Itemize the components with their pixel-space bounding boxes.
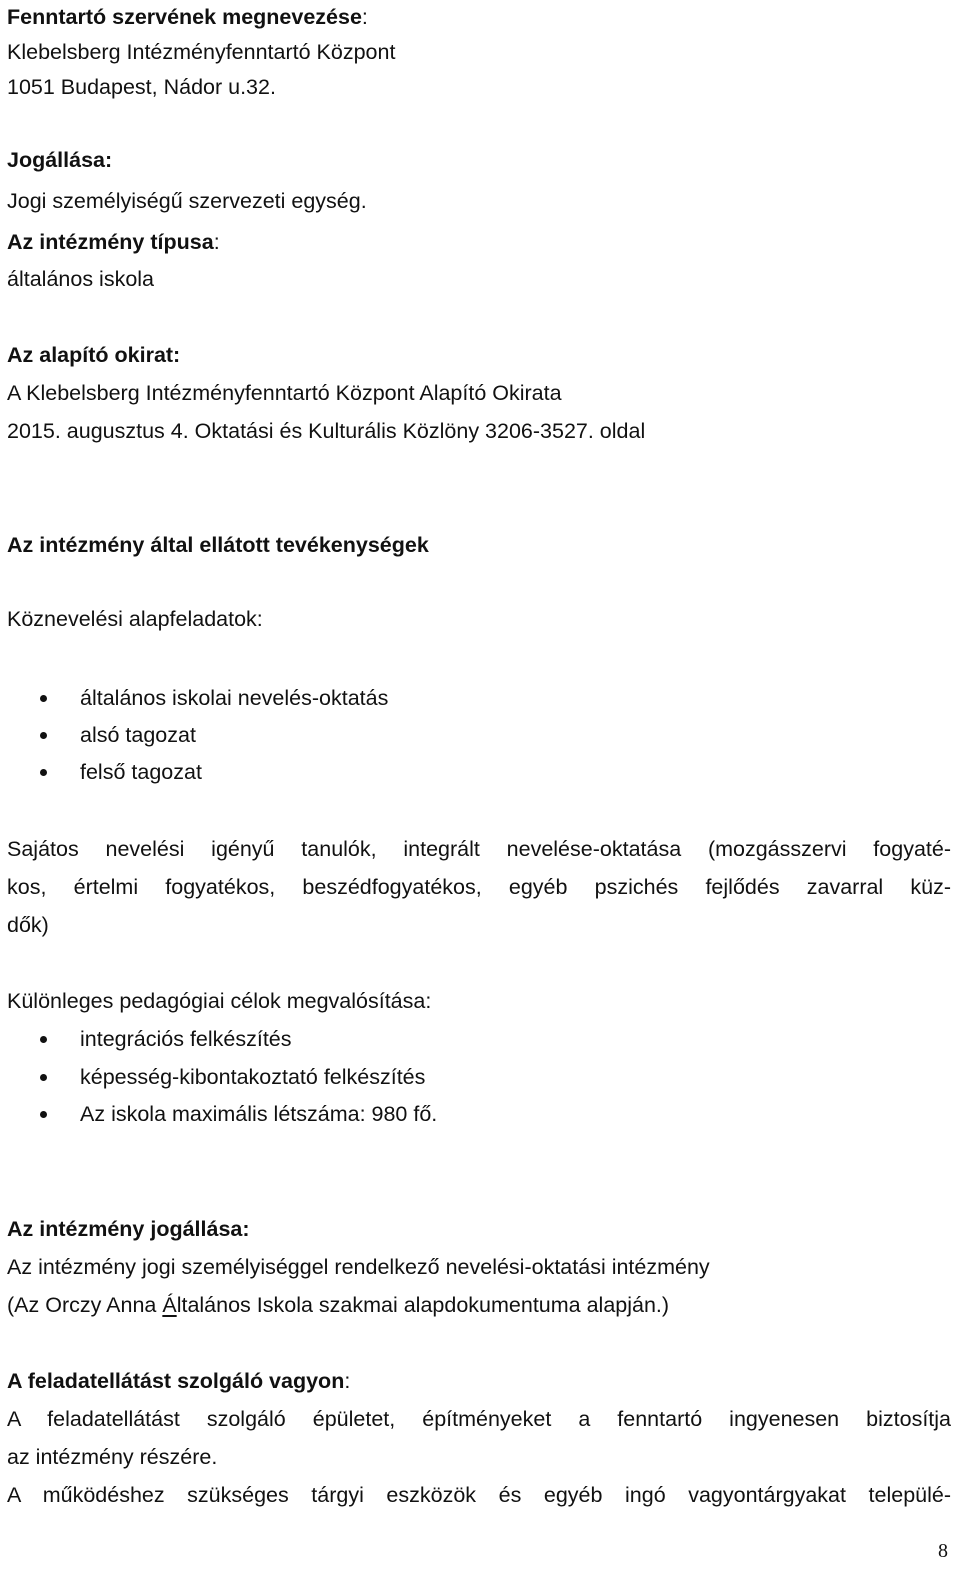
sni-line2: kos, értelmi fogyatékos, beszédfogyatékos, egyéb pszichés fejlődés zavarral küz- [7, 875, 951, 899]
sni-line1: Sajátos nevelési igényű tanulók, integrált nevelése-oktatása (mozgásszervi fogyaté- [7, 837, 951, 861]
okirat-label: Az alapító okirat: [7, 343, 181, 367]
okirat-line2: 2015. augusztus 4. Oktatási és Kulturális Közlöny 3206-3527. oldal [7, 419, 646, 443]
list-item-text: felső tagozat [80, 760, 202, 784]
vagyon-line3: A működéshez szükséges tárgyi eszközök és egyéb ingó vagyontárgyakat települé- [7, 1483, 951, 1507]
fenntarto-label-line [7, 2, 368, 32]
tipus-label: Az intézmény típusa [7, 230, 214, 254]
list-item-text: integrációs felkészítés [80, 1027, 292, 1051]
tipus-label-line [7, 227, 220, 257]
vagyon-line1: A feladatellátást szolgáló épületet, építményeket a fenntartó ingyenesen biztosítja [7, 1407, 951, 1431]
bullet-icon [40, 732, 47, 739]
bullet-icon [40, 769, 47, 776]
bullet-icon [40, 1111, 47, 1118]
jogallas-value: Jogi személyiségű szervezeti egység. [7, 189, 367, 213]
list-item-text: Az iskola maximális létszáma: 980 fő. [80, 1102, 438, 1126]
bullet-icon [40, 1036, 47, 1043]
fenntarto-colon: : [361, 5, 368, 29]
tevekenysegek-heading: Az intézmény által ellátott tevékenységek [7, 533, 429, 557]
jogallas-label: Jogállása: [7, 148, 113, 172]
fenntarto-label: Fenntartó szervének megnevezése [7, 5, 362, 29]
page-number: 8 [938, 1540, 948, 1562]
sni-line3: dők) [7, 913, 49, 937]
intezmeny-jogallasa-line1: Az intézmény jogi személyiséggel rendelkező nevelési-oktatási intézmény [7, 1255, 710, 1279]
intezmeny-jogallasa-line2: (Az Orczy Anna Általános Iskola szakmai alapdokumentuma alapján.) [7, 1293, 670, 1317]
tevekenysegek-subheading: Köznevelési alapfeladatok: [7, 607, 263, 631]
fenntarto-name: Klebelsberg Intézményfenntartó Központ [7, 40, 396, 64]
kulonleges-heading: Különleges pedagógiai célok megvalósítása: [7, 989, 432, 1013]
fenntarto-address: 1051 Budapest, Nádor u.32. [7, 75, 276, 99]
intezmeny-jogallasa-label: Az intézmény jogállása: [7, 1217, 250, 1241]
vagyon-label: A feladatellátást szolgáló vagyon [7, 1369, 345, 1393]
bullet-icon [40, 1074, 47, 1081]
vagyon-line2: az intézmény részére. [7, 1445, 218, 1469]
tipus-colon: : [213, 230, 220, 254]
vagyon-label-line [7, 1366, 350, 1396]
vagyon-colon: : [344, 1369, 351, 1393]
tipus-value: általános iskola [7, 267, 155, 291]
list-item-text: képesség-kibontakoztató felkészítés [80, 1065, 426, 1089]
okirat-line1: A Klebelsberg Intézményfenntartó Központ Alapító Okirata [7, 381, 562, 405]
list-item-text: általános iskolai nevelés-oktatás [80, 686, 389, 710]
bullet-icon [40, 695, 47, 702]
list-item-text: alsó tagozat [80, 723, 196, 747]
underlined-text: Á [162, 1293, 177, 1317]
